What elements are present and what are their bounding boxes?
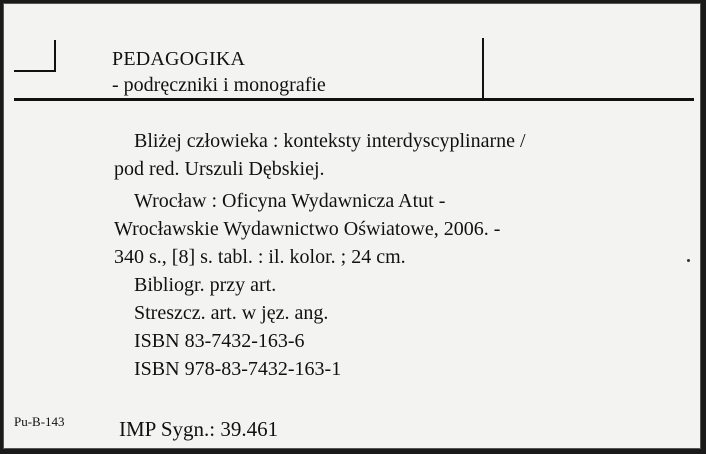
call-signature: IMP Sygn.: 39.461 [119,417,279,441]
subject-subheading: - podręczniki i monografie [112,74,326,96]
shelf-mark: Pu-B-143 [14,414,65,429]
imprint-line-1: Wrocław : Oficyna Wydawnicza Atut - [134,190,446,212]
header-horizontal-rule [14,98,694,101]
title-line-2: pod red. Urszuli Dębskiej. [114,158,325,180]
header-vertical-rule [482,38,484,100]
speck-mark [687,259,690,262]
title-line-1: Bliżej człowieka : konteksty interdyscyplinarne / [134,130,526,152]
imprint-line-2: Wrocławskie Wydawnictwo Oświatowe, 2006. - [114,218,501,240]
note-bibliography: Bibliogr. przy art. [134,274,277,296]
isbn-1: ISBN 83-7432-163-6 [134,330,305,352]
imprint-line-3: 340 s., [8] s. tabl. : il. kolor. ; 24 cm. [114,246,406,268]
corner-bracket-mark [14,40,56,72]
note-summary: Streszcz. art. w jęz. ang. [134,302,329,324]
isbn-2: ISBN 978-83-7432-163-1 [134,358,342,380]
catalog-card [3,3,701,449]
subject-heading: PEDAGOGIKA [112,48,246,70]
